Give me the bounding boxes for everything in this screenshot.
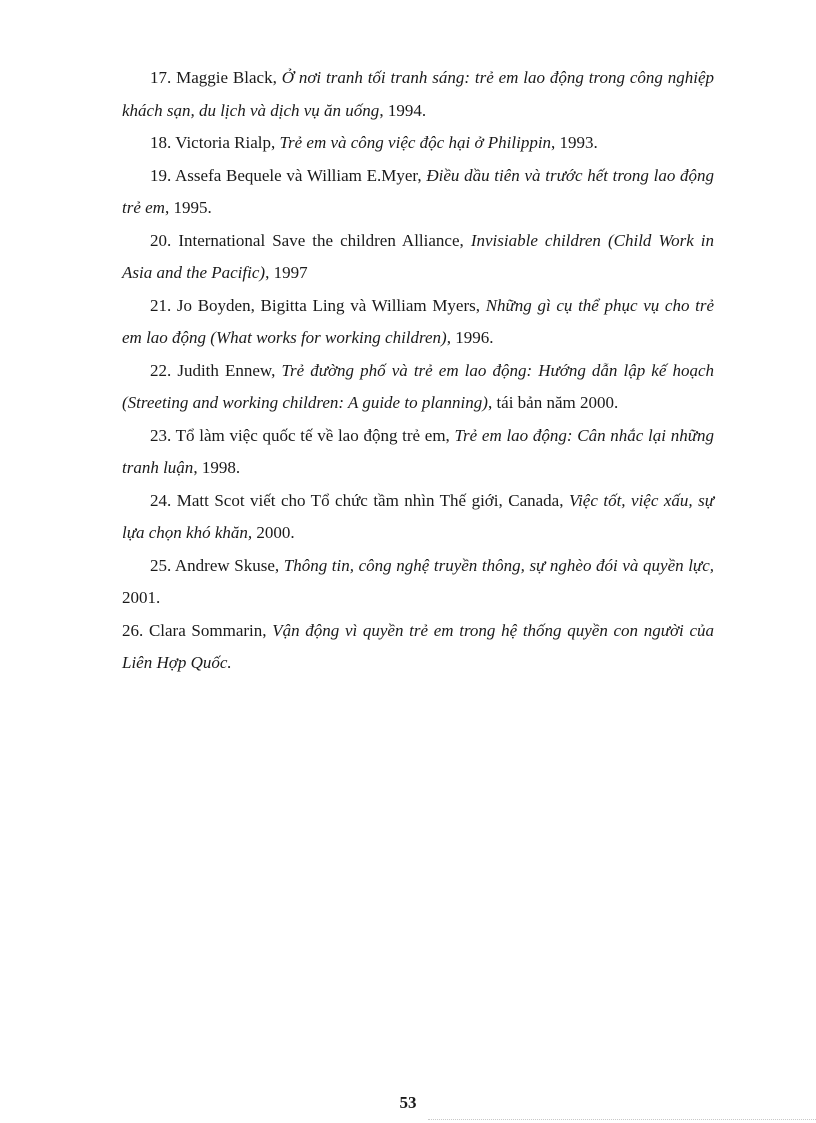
reference-tail: , 1997 (265, 263, 308, 282)
reference-number: 17. (150, 68, 172, 87)
reference-tail: , 1994. (379, 100, 427, 120)
reference-author: Victoria Rialp, (175, 133, 276, 152)
reference-title: Trẻ em và công việc độc hại ở Philippin (279, 133, 552, 152)
reference-author: Matt Scot viết cho Tổ chức tầm nhìn Thế giới, Canada, (176, 490, 564, 510)
footer-divider (428, 1119, 816, 1120)
reference-item (122, 485, 714, 550)
reference-item (122, 127, 714, 160)
reference-author: Clara Sommarin, (148, 620, 267, 640)
reference-author: Assefa Bequele và William E.Myer, (175, 165, 422, 185)
reference-tail: 2001. (122, 588, 161, 607)
reference-title: Vận động vì quyền trẻ em trong hệ thống quyền con người của Liên Hợp Quốc. (122, 620, 715, 672)
reference-list (122, 62, 714, 680)
reference-author: Andrew Skuse, (174, 555, 280, 575)
reference-item (122, 355, 714, 420)
reference-tail: 2000. (252, 523, 295, 542)
reference-item (122, 290, 714, 355)
reference-item (122, 615, 714, 680)
reference-number: 26. (122, 620, 144, 640)
reference-item (122, 225, 714, 290)
reference-tail: , 1996. (446, 328, 494, 347)
reference-title: Những gì cụ thể phục vụ cho trẻ em lao động (What works for working children) (122, 295, 715, 347)
reference-title: Điều dầu tiên và trước hết trong lao động trẻ em (122, 165, 715, 217)
reference-number: 18. (150, 133, 172, 152)
reference-title: Trẻ em lao động: Cân nhắc lại những tranh luận (122, 425, 714, 477)
reference-item (122, 62, 714, 127)
reference-number: 20. (150, 230, 172, 250)
reference-title: Việc tốt, việc xấu, sự lựa chọn khó khăn, (122, 490, 715, 542)
reference-title: Invisiable children (Child Work in Asia and the Pacific) (122, 230, 715, 282)
reference-title: Thông tin, công nghệ truyền thông, sự nghèo đói và quyền lực, (283, 555, 714, 575)
reference-title: Trẻ đường phố và trẻ em lao động: Hướng dẫn lập kế hoạch (Streeting and working children: A guide to planning) (122, 360, 715, 412)
reference-tail: , 1993. (551, 133, 598, 152)
reference-title: Ở nơi tranh tối tranh sáng: trẻ em lao động trong công nghiệp khách sạn, du lịch và dịch vụ ăn uống (122, 68, 715, 120)
reference-author: International Save the children Alliance, (178, 230, 464, 250)
reference-number: 19. (150, 165, 172, 185)
page-number: 53 (399, 1093, 417, 1112)
reference-author: Maggie Black, (176, 68, 277, 87)
reference-item (122, 420, 714, 485)
reference-author: Tổ làm việc quốc tế về lao động trẻ em, (175, 425, 450, 445)
reference-item (122, 550, 714, 615)
reference-tail: , tái bản năm 2000. (487, 393, 619, 412)
reference-number: 21. (150, 295, 172, 315)
reference-tail: , 1998. (193, 458, 241, 477)
reference-tail: , 1995. (164, 198, 212, 217)
reference-number: 25. (150, 555, 172, 575)
reference-number: 24. (150, 490, 172, 510)
reference-number: 22. (150, 360, 172, 380)
reference-item (122, 160, 714, 225)
reference-author: Judith Ennew, (177, 360, 276, 380)
reference-number: 23. (150, 425, 172, 445)
reference-author: Jo Boyden, Bigitta Ling và William Myers, (176, 295, 481, 315)
